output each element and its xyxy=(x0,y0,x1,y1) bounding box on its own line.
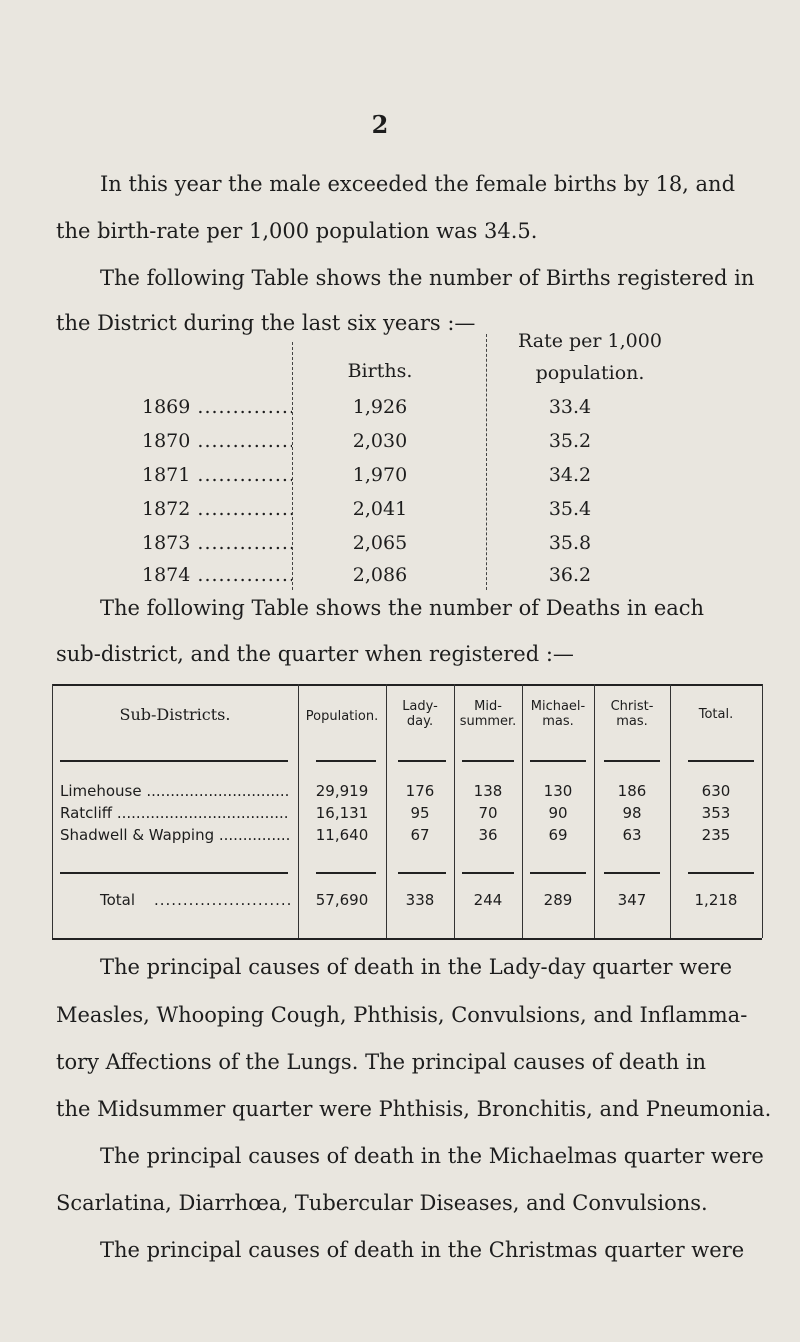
total-christmas-cell: 347 xyxy=(617,891,647,909)
births-table xyxy=(0,330,800,590)
total-rule xyxy=(530,872,586,874)
intro-line-1: In this year the male exceeded the female births by 18, and xyxy=(100,172,736,196)
michaelmas-header-line-2: mas. xyxy=(542,714,574,729)
sub-districts-header: Sub-Districts. xyxy=(119,705,231,724)
column-rule xyxy=(762,684,763,938)
total-row-label: Total xyxy=(100,891,136,909)
deaths-table xyxy=(52,684,764,938)
births-row xyxy=(0,464,800,498)
christmas-cell: 98 xyxy=(622,804,642,822)
header-rule xyxy=(462,760,514,762)
population-cell: 11,640 xyxy=(315,826,369,844)
lady-day-cell: 67 xyxy=(410,826,430,844)
year-cell: 1869 ..... xyxy=(142,396,292,418)
total-rule xyxy=(462,872,514,874)
sub-district-name: Shadwell & Wapping ..... xyxy=(60,826,290,844)
lady-day-cell: 95 xyxy=(410,804,430,822)
rate-cell: 35.8 xyxy=(548,532,592,554)
total-rule xyxy=(688,872,754,874)
births-row xyxy=(0,396,800,430)
total-rule xyxy=(604,872,660,874)
lady-day-header-line-2: day. xyxy=(406,714,434,729)
causes-line-7: The principal causes of death in the Christmas quarter were xyxy=(100,1238,745,1262)
year-cell: 1873 ..... xyxy=(142,532,292,554)
births-row xyxy=(0,498,800,532)
michaelmas-header-line-1: Michael- xyxy=(530,699,586,714)
header-rule xyxy=(60,760,288,762)
row-total-cell: 630 xyxy=(701,782,731,800)
grand-total-cell: 1,218 xyxy=(694,891,738,909)
page-number: 2 xyxy=(371,110,389,139)
total-midsummer-cell: 244 xyxy=(473,891,503,909)
total-lady-day-cell: 338 xyxy=(405,891,435,909)
rate-cell: 33.4 xyxy=(548,396,592,418)
rate-column-header-line-1: Rate per 1,000 xyxy=(518,330,662,352)
total-michaelmas-cell: 289 xyxy=(543,891,573,909)
total-rule xyxy=(398,872,446,874)
year-cell: 1871 ..... xyxy=(142,464,292,486)
header-rule xyxy=(604,760,660,762)
births-row xyxy=(0,430,800,464)
births-cell: 1,970 xyxy=(352,464,408,486)
causes-line-2: Measles, Whooping Cough, Phthisis, Convulsions, and Inflamma- xyxy=(56,1003,748,1027)
year-cell: 1874 ..... xyxy=(142,564,292,586)
total-rule xyxy=(60,872,288,874)
rate-cell: 35.4 xyxy=(548,498,592,520)
row-total-cell: 235 xyxy=(701,826,731,844)
year-cell: 1872 ..... xyxy=(142,498,292,520)
christmas-header-line-2: mas. xyxy=(616,714,648,729)
births-cell: 2,041 xyxy=(352,498,408,520)
header-rule xyxy=(688,760,754,762)
total-header: Total. xyxy=(698,707,734,722)
midsummer-cell: 138 xyxy=(473,782,503,800)
rate-cell: 35.2 xyxy=(548,430,592,452)
rate-cell: 34.2 xyxy=(548,464,592,486)
births-row xyxy=(0,532,800,566)
births-cell: 2,030 xyxy=(352,430,408,452)
deaths-intro-line-2: sub-district, and the quarter when registered :— xyxy=(56,642,574,666)
midsummer-header-line-1: Mid- xyxy=(474,699,502,714)
deaths-intro-line-1: The following Table shows the number of Deaths in each xyxy=(100,596,705,620)
causes-line-6: Scarlatina, Diarrhœa, Tubercular Diseases, and Convulsions. xyxy=(56,1191,708,1215)
population-header: Population. xyxy=(305,709,379,724)
header-rule xyxy=(398,760,446,762)
michaelmas-cell: 130 xyxy=(543,782,573,800)
births-column-header: Births. xyxy=(347,360,413,382)
total-row-leader: ........................ xyxy=(154,891,293,909)
column-rule xyxy=(52,684,53,938)
intro-line-2: the birth-rate per 1,000 population was 34.5. xyxy=(56,219,538,243)
causes-line-4: the Midsummer quarter were Phthisis, Bronchitis, and Pneumonia. xyxy=(56,1097,772,1121)
christmas-header-line-1: Christ- xyxy=(610,699,654,714)
population-cell: 16,131 xyxy=(315,804,369,822)
causes-line-3: tory Affections of the Lungs. The principal causes of death in xyxy=(56,1050,707,1074)
causes-line-1: The principal causes of death in the Lady-day quarter were xyxy=(100,955,733,979)
midsummer-cell: 70 xyxy=(478,804,498,822)
births-cell: 2,086 xyxy=(352,564,408,586)
midsummer-cell: 36 xyxy=(478,826,498,844)
intro-line-3: The following Table shows the number of Births registered in xyxy=(100,266,755,290)
michaelmas-cell: 90 xyxy=(548,804,568,822)
lady-day-cell: 176 xyxy=(405,782,435,800)
year-cell: 1870 ..... xyxy=(142,430,292,452)
header-rule xyxy=(316,760,376,762)
births-cell: 1,926 xyxy=(352,396,408,418)
midsummer-header-line-2: summer. xyxy=(459,714,517,729)
total-rule xyxy=(316,872,376,874)
intro-line-4: the District during the last six years :— xyxy=(56,311,476,335)
births-cell: 2,065 xyxy=(352,532,408,554)
header-rule xyxy=(530,760,586,762)
sub-district-name: Ratcliff ..... xyxy=(60,804,290,822)
causes-line-5: The principal causes of death in the Michaelmas quarter were xyxy=(100,1144,764,1168)
michaelmas-cell: 69 xyxy=(548,826,568,844)
births-row xyxy=(0,564,800,598)
rate-column-header-line-2: population. xyxy=(535,362,645,384)
total-population-cell: 57,690 xyxy=(315,891,369,909)
row-total-cell: 353 xyxy=(701,804,731,822)
lady-day-header-line-1: Lady- xyxy=(402,699,438,714)
christmas-cell: 186 xyxy=(617,782,647,800)
sub-district-name: Limehouse ..... xyxy=(60,782,290,800)
christmas-cell: 63 xyxy=(622,826,642,844)
rate-cell: 36.2 xyxy=(548,564,592,586)
population-cell: 29,919 xyxy=(315,782,369,800)
